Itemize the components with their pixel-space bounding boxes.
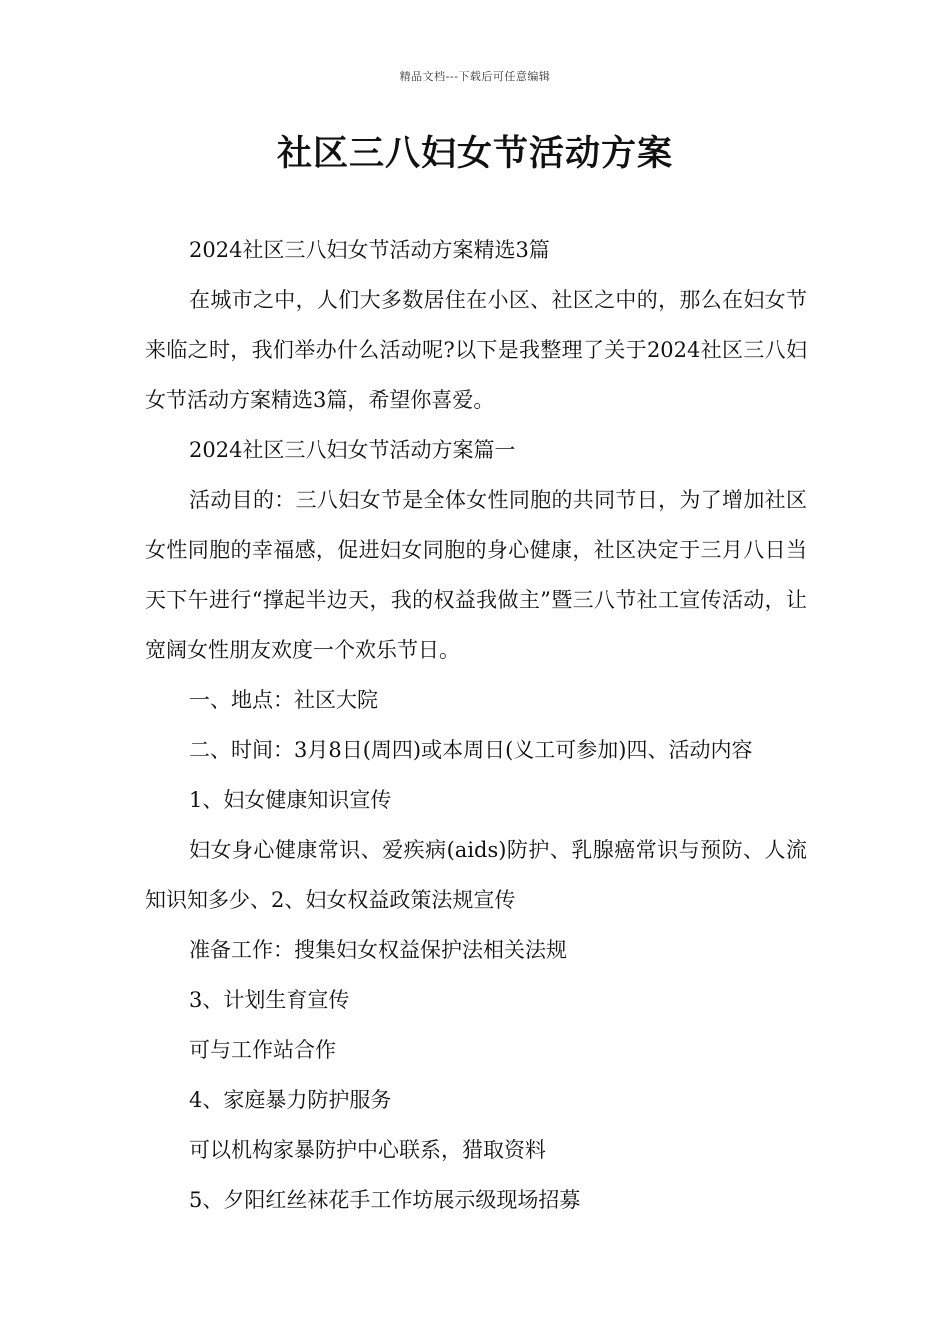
paragraph-intro: 在城市之中，人们大多数居住在小区、社区之中的，那么在妇女节来临之时，我们举办什么活动呢?以下是我整理了关于2024社区三八妇女节活动方案精选3篇，希望你喜爱。: [145, 288, 807, 412]
paragraph-item-2-prep: 准备工作：搜集妇女权益保护法相关法规: [189, 938, 567, 962]
paragraph-location: 一、地点：社区大院: [189, 688, 378, 712]
paragraph-purpose: 活动目的：三八妇女节是全体女性同胞的共同节日，为了增加社区女性同胞的幸福感，促进妇女同胞的身心健康，社区决定于三月八日当天下午进行“撑起半边天，我的权益我做主”暨三八节社工宣传活动，让宽阔女性朋友欢度一个欢乐节日。: [145, 488, 807, 662]
paragraph-time: 二、时间：3月8日(周四)或本周日(义工可参加)四、活动内容: [189, 738, 753, 762]
paragraph-item-1: 1、妇女健康知识宣传: [189, 788, 392, 812]
paragraph-section-heading: 2024社区三八妇女节活动方案篇一: [189, 438, 516, 462]
paragraph-subtitle: 2024社区三八妇女节活动方案精选3篇: [189, 238, 550, 262]
paragraph-item-1-detail: 妇女身心健康常识、爱疾病(aids)防护、乳腺癌常识与预防、人流知识知多少、2、妇女权益政策法规宣传: [145, 838, 807, 912]
document-body: [145, 225, 807, 1225]
paragraph-item-3: 3、计划生育宣传: [189, 988, 350, 1012]
header-note: 精品文档---下载后可任意编辑: [399, 70, 551, 83]
paragraph-item-3-detail: 可与工作站合作: [189, 1038, 336, 1062]
paragraph-item-5: 5、夕阳红丝袜花手工作坊展示级现场招募: [189, 1188, 581, 1212]
document-title: 社区三八妇女节活动方案: [276, 133, 673, 174]
paragraph-item-4: 4、家庭暴力防护服务: [189, 1088, 392, 1112]
paragraph-item-4-detail: 可以机构家暴防护中心联系，猎取资料: [189, 1138, 546, 1162]
